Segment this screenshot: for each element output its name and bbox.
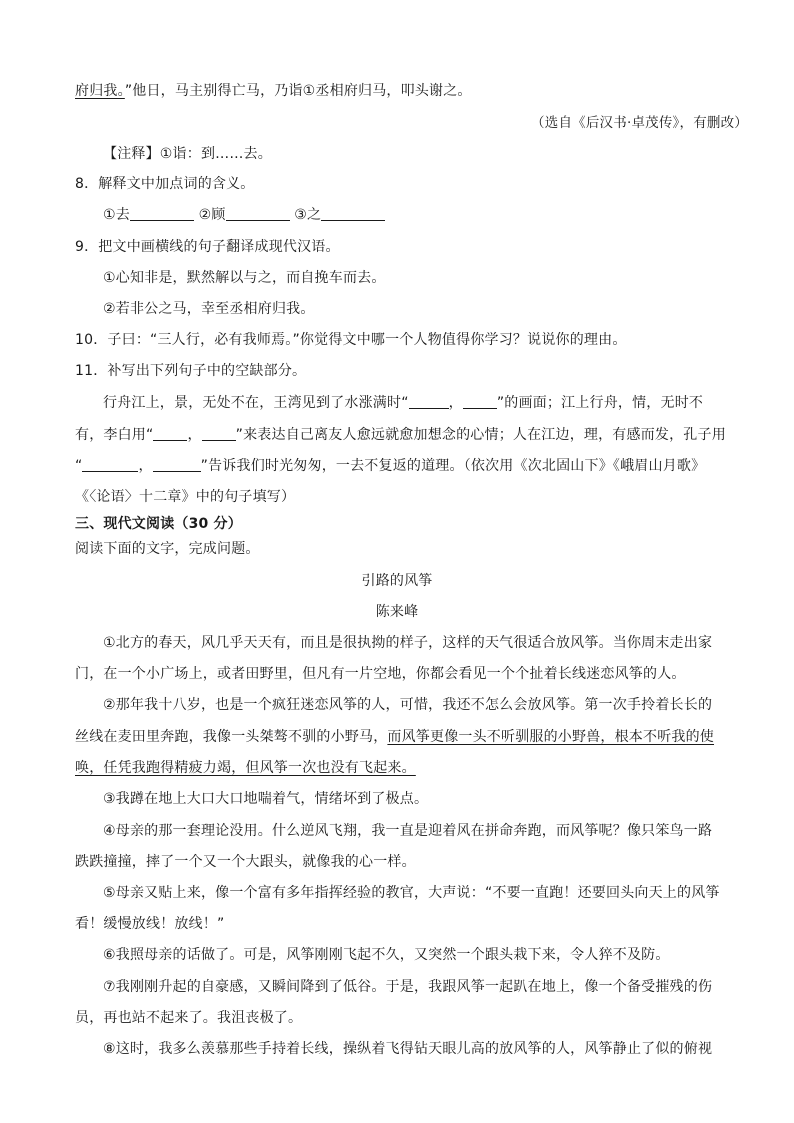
paragraph-7-line-2: 员，再也站不起来了。我沮丧极了。 xyxy=(75,1010,303,1026)
passage-end-text: ”他日，马主别得亡马，乃诣①丞相府归马，叩头谢之。 xyxy=(124,83,472,99)
paragraph-1-line-2: 门，在一个小广场上，或者田野里，但凡有一片空地，你都会看见一个个扯着长线迷恋风筝的人。 xyxy=(75,666,686,682)
paragraph-5-line-2: 看！缓慢放线！放线！” xyxy=(75,916,225,932)
paragraph-text: 丝线在麦田里奔跑，我像一头桀骜不驯的小野马， xyxy=(75,729,388,745)
q8-blanks xyxy=(103,205,773,225)
passage-end-line xyxy=(75,81,745,101)
q8-blank-3[interactable] xyxy=(321,206,385,221)
q11-blank-2[interactable] xyxy=(463,394,497,409)
underlined-sentence: 而风筝更像一头不听驯服的小野兽，根本不听我的使 xyxy=(387,729,715,745)
paragraph-1-line-1: ①北方的春天，风几乎天天有，而且是很执拗的样子，这样的天气很适合放风筝。当你周末走出家 xyxy=(103,635,713,651)
q11-blank-4[interactable] xyxy=(202,426,236,441)
q11-comma: ， xyxy=(187,427,202,443)
q8-blank-1[interactable] xyxy=(130,206,194,221)
q11-blank-3[interactable] xyxy=(153,426,187,441)
q8-item-3: ③之 xyxy=(294,207,322,223)
paragraph-5-line-1: ⑤母亲又贴上来，像一个富有多年指挥经验的教官，大声说：“不要一直跑！还要回头向天上的风筝 xyxy=(103,885,720,901)
paragraph-2-line-2 xyxy=(75,727,745,747)
q11-comma: ， xyxy=(448,395,463,411)
q11-blank-1[interactable] xyxy=(409,394,449,409)
q11-text: ”告诉我们时光匆匆，一去不复返的道理。（依次用《次北固山下》《峨眉山月歌》 xyxy=(200,458,706,474)
q11-line-3 xyxy=(75,456,745,476)
section-heading: 三、现代文阅读（30 分） xyxy=(75,516,242,532)
q8-stem: 8．解释文中加点词的含义。 xyxy=(75,176,255,192)
q8-blank-2[interactable] xyxy=(226,206,290,221)
q11-text: 有，李白用“ xyxy=(75,427,154,443)
source-citation: （选自《后汉书·卓茂传》，有删改） xyxy=(531,115,748,131)
article-title: 引路的风筝 xyxy=(361,573,433,589)
q11-line-1 xyxy=(103,393,773,413)
article-author: 陈来峰 xyxy=(375,604,419,620)
paragraph-4-line-2: 跌跌撞撞，摔了一个又一个大跟头，就像我的心一样。 xyxy=(75,854,416,870)
q10-stem: 10．子曰：“三人行，必有我师焉。”你觉得文中哪一个人物值得你学习？说说你的理由。 xyxy=(75,332,627,348)
q11-line-4: 《〈论语〉十二章》中的句子填写） xyxy=(75,489,296,505)
q11-stem: 11．补写出下列句子中的空缺部分。 xyxy=(75,363,307,379)
q11-text: ”来表达自己离友人愈远就愈加想念的心情；人在江边，理，有感而发，孔子用 xyxy=(235,427,726,443)
q11-line-2 xyxy=(75,425,745,445)
section-instruction: 阅读下面的文字，完成问题。 xyxy=(75,541,260,557)
q9-stem: 9．把文中画横线的句子翻译成现代汉语。 xyxy=(75,239,340,255)
q11-comma: ， xyxy=(138,458,153,474)
q8-item-1: ①去 xyxy=(103,207,130,223)
paragraph-8-line-1: ⑧这时，我多么羡慕那些手持着长线，操纵着飞得钻天眼儿高的放风筝的人，风筝静止了似的俯视 xyxy=(103,1041,713,1057)
paragraph-2-line-1: ②那年我十八岁，也是一个疯狂迷恋风筝的人，可惜，我还不怎么会放风筝。第一次手拎着长长的 xyxy=(103,697,713,713)
q11-blank-6[interactable] xyxy=(153,457,201,472)
paragraph-3: ③我蹲在地上大口大口地喘着气，情绪坏到了极点。 xyxy=(103,791,429,807)
q8-item-2: ②顾 xyxy=(198,207,226,223)
paragraph-2-line-3 xyxy=(75,758,745,778)
annotation-note: 【注释】①诣：到……去。 xyxy=(103,146,272,162)
q11-blank-5[interactable] xyxy=(82,457,138,472)
underlined-sentence: 唤，任凭我跑得精疲力竭，但风筝一次也没有飞起来。 xyxy=(75,760,416,776)
q9-sentence-2: ②若非公之马，幸至丞相府归我。 xyxy=(103,301,315,317)
paragraph-6: ⑥我照母亲的话做了。可是，风筝刚刚飞起不久，又突然一个跟头栽下来，令人猝不及防。 xyxy=(103,947,670,963)
paragraph-4-line-1: ④母亲的那一套理论没用。什么逆风飞翔，我一直是迎着风在拼命奔跑，而风筝呢？像只笨鸟一路 xyxy=(103,823,713,839)
paragraph-7-line-1: ⑦我刚刚升起的自豪感，又瞬间降到了低谷。于是，我跟风筝一起趴在地上，像一个备受摧残的伤 xyxy=(103,979,713,995)
q9-sentence-1: ①心知非是，默然解以与之，而自挽车而去。 xyxy=(103,270,386,286)
q11-text: “ xyxy=(75,458,83,474)
q11-text: ”的画面；江上行舟，情，无时不 xyxy=(496,395,704,411)
q11-text: 行舟江上，景，无处不在，王湾见到了水涨满时“ xyxy=(103,395,409,411)
underlined-sentence-end: 府归我。 xyxy=(75,83,125,99)
